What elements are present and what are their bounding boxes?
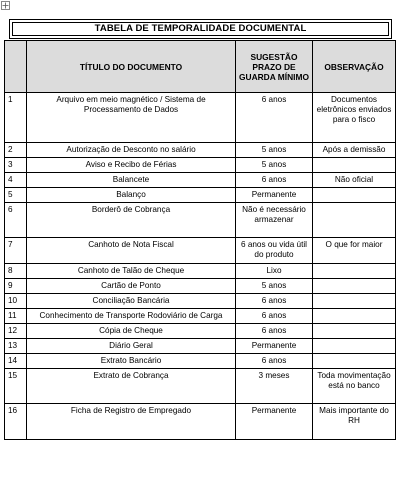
row-number: 7 — [5, 238, 27, 264]
table-row — [5, 324, 396, 339]
row-number: 16 — [5, 404, 27, 440]
row-number: 1 — [5, 93, 27, 143]
row-number: 9 — [5, 279, 27, 294]
table-row — [5, 173, 396, 188]
document-title-cell: Ficha de Registro de Empregado — [27, 404, 236, 440]
table-row — [5, 188, 396, 203]
row-number: 10 — [5, 294, 27, 309]
table-move-handle-icon[interactable] — [1, 1, 10, 10]
retention-period-cell: 6 anos — [236, 173, 313, 188]
retention-period-cell: 5 anos — [236, 279, 313, 294]
retention-period-cell: 6 anos — [236, 354, 313, 369]
observation-cell — [313, 354, 396, 369]
table-row — [5, 339, 396, 354]
retention-period-cell: Permanente — [236, 339, 313, 354]
header-retention-period: SUGESTÃO PRAZO DE GUARDA MÍNIMO — [236, 41, 313, 93]
document-title-cell: Conciliação Bancária — [27, 294, 236, 309]
header-number — [5, 41, 27, 93]
table-row — [5, 158, 396, 173]
retention-period-cell: 6 anos — [236, 294, 313, 309]
table-body — [5, 93, 396, 440]
document-title-cell: Arquivo em meio magnético / Sistema de Processamento de Dados — [27, 93, 236, 143]
observation-cell: Toda movimentação está no banco — [313, 369, 396, 404]
observation-cell — [313, 339, 396, 354]
header-observation: OBSERVAÇÃO — [313, 41, 396, 93]
observation-cell — [313, 294, 396, 309]
header-document-title: TÍTULO DO DOCUMENTO — [27, 41, 236, 93]
table-row — [5, 404, 396, 440]
table-row — [5, 143, 396, 158]
table-title: TABELA DE TEMPORALIDADE DOCUMENTAL — [12, 22, 389, 36]
observation-cell: Após a demissão — [313, 143, 396, 158]
row-number: 13 — [5, 339, 27, 354]
row-number: 14 — [5, 354, 27, 369]
row-number: 4 — [5, 173, 27, 188]
retention-period-cell: 6 anos — [236, 93, 313, 143]
observation-cell — [313, 324, 396, 339]
document-title-cell: Conhecimento de Transporte Rodoviário de Carga — [27, 309, 236, 324]
table-row — [5, 238, 396, 264]
observation-cell — [313, 264, 396, 279]
retention-period-cell: 3 meses — [236, 369, 313, 404]
row-number: 12 — [5, 324, 27, 339]
row-number: 8 — [5, 264, 27, 279]
retention-period-cell: 6 anos ou vida útil do produto — [236, 238, 313, 264]
observation-cell: Documentos eletrônicos enviados para o fisco — [313, 93, 396, 143]
row-number: 2 — [5, 143, 27, 158]
header-row — [5, 41, 396, 93]
document-title-cell: Cópia de Cheque — [27, 324, 236, 339]
row-number: 11 — [5, 309, 27, 324]
observation-cell: O que for maior — [313, 238, 396, 264]
retention-period-cell: Não é necessário armazenar — [236, 203, 313, 238]
document-title-cell: Canhoto de Talão de Cheque — [27, 264, 236, 279]
document-title-cell: Diário Geral — [27, 339, 236, 354]
retention-period-cell: 5 anos — [236, 143, 313, 158]
table-row — [5, 279, 396, 294]
observation-cell — [313, 188, 396, 203]
table-row — [5, 264, 396, 279]
table-row — [5, 93, 396, 143]
table-row — [5, 354, 396, 369]
observation-cell — [313, 279, 396, 294]
observation-cell — [313, 309, 396, 324]
temporality-table — [4, 40, 396, 440]
retention-period-cell: Permanente — [236, 188, 313, 203]
title-frame — [9, 19, 392, 39]
document-title-cell: Aviso e Recibo de Férias — [27, 158, 236, 173]
retention-period-cell: Permanente — [236, 404, 313, 440]
retention-period-cell: 5 anos — [236, 158, 313, 173]
document-title-cell: Balancete — [27, 173, 236, 188]
table-row — [5, 309, 396, 324]
row-number: 15 — [5, 369, 27, 404]
table-row — [5, 294, 396, 309]
table-row — [5, 369, 396, 404]
observation-cell — [313, 158, 396, 173]
document-title-cell: Canhoto de Nota Fiscal — [27, 238, 236, 264]
retention-period-cell: Lixo — [236, 264, 313, 279]
document-title-cell: Extrato Bancário — [27, 354, 236, 369]
retention-period-cell: 6 anos — [236, 309, 313, 324]
document-title-cell: Balanço — [27, 188, 236, 203]
document-title-cell: Borderô de Cobrança — [27, 203, 236, 238]
row-number: 3 — [5, 158, 27, 173]
document-title-cell: Autorização de Desconto no salário — [27, 143, 236, 158]
observation-cell — [313, 203, 396, 238]
retention-period-cell: 6 anos — [236, 324, 313, 339]
document-title-cell: Extrato de Cobrança — [27, 369, 236, 404]
observation-cell: Não oficial — [313, 173, 396, 188]
table-row — [5, 203, 396, 238]
row-number: 6 — [5, 203, 27, 238]
row-number: 5 — [5, 188, 27, 203]
observation-cell: Mais importante do RH — [313, 404, 396, 440]
document-title-cell: Cartão de Ponto — [27, 279, 236, 294]
